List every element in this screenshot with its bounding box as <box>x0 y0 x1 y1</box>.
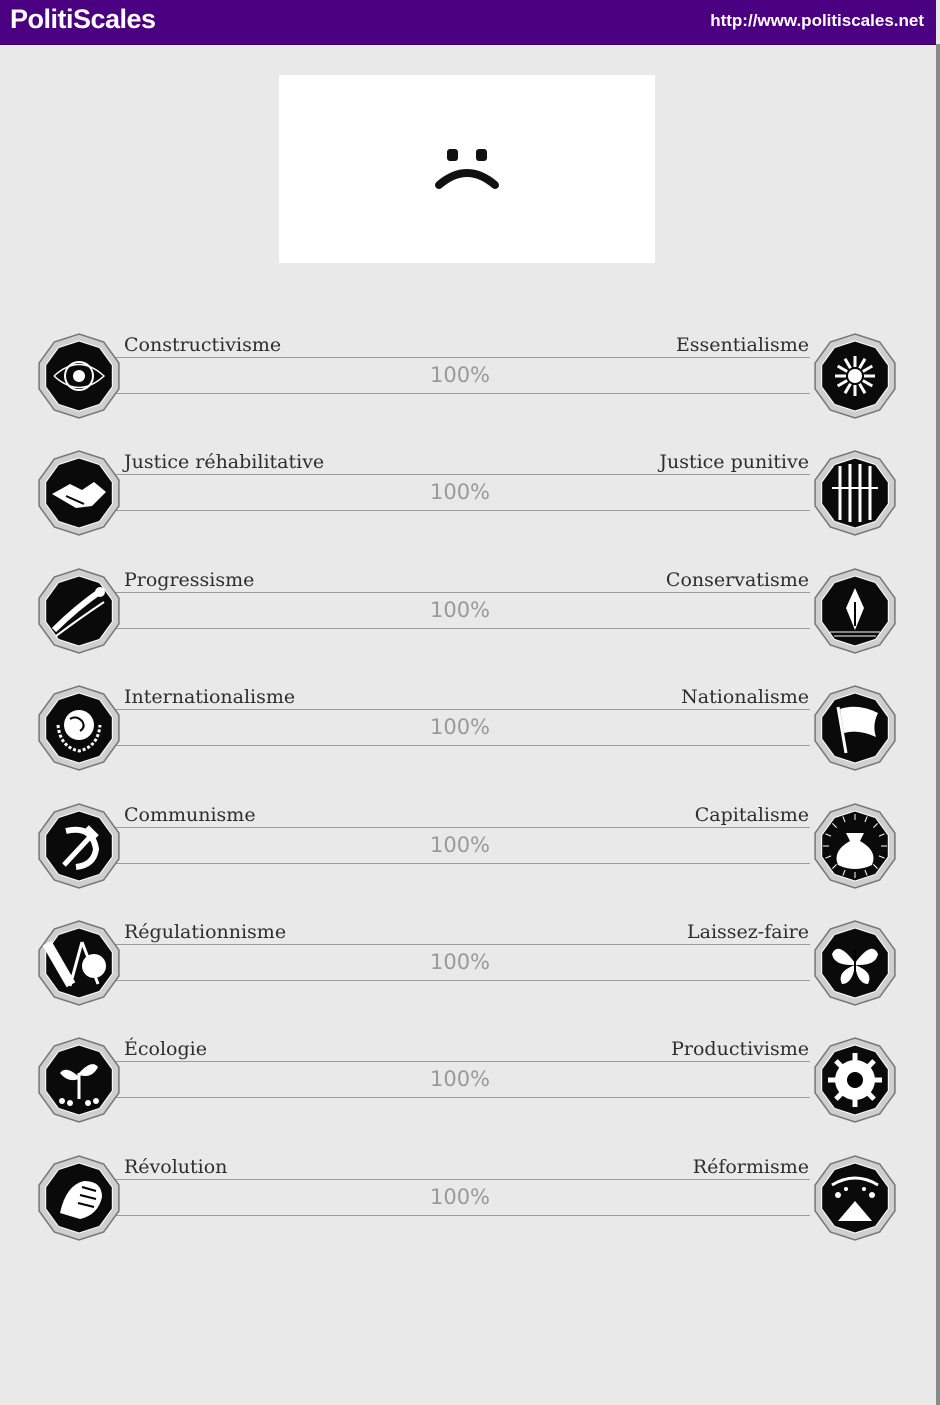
axis-right-icon <box>812 920 898 1006</box>
axis-left-icon <box>36 685 122 771</box>
axis-right-label: Justice punitive <box>659 451 809 473</box>
axis-right-icon <box>812 1155 898 1241</box>
ruler-compass-icon <box>36 920 122 1006</box>
money-bag-icon <box>812 803 898 889</box>
axis-left-label: Communisme <box>124 804 256 826</box>
axis-right-icon <box>812 685 898 771</box>
axis-bar <box>110 474 810 511</box>
axis-left-label: Régulationnisme <box>124 921 287 943</box>
axis-left-icon <box>36 568 122 654</box>
axis-percentage: 100% <box>429 833 491 857</box>
fist-icon <box>36 1155 122 1241</box>
axis-percentage: 100% <box>429 715 491 739</box>
axis-left-label: Constructivisme <box>124 334 282 356</box>
gear-factory-icon <box>812 1037 898 1123</box>
axis-bar <box>110 1061 810 1098</box>
flower-icon <box>812 333 898 419</box>
scrollbar[interactable] <box>936 44 940 1405</box>
axis-row <box>0 570 936 670</box>
axis-left-label: Progressisme <box>124 569 255 591</box>
butterfly-icon <box>812 920 898 1006</box>
axis-right-label: Essentialisme <box>675 334 809 356</box>
axis-right-label: Conservatisme <box>665 569 809 591</box>
prison-bars-icon <box>812 450 898 536</box>
axis-left-icon <box>36 1037 122 1123</box>
axis-row <box>0 1157 936 1257</box>
fountain-pen-icon <box>812 568 898 654</box>
brand-logo[interactable]: PolitiScales <box>10 4 156 34</box>
sprout-icon <box>36 1037 122 1123</box>
eye-icon <box>36 333 122 419</box>
site-url-link[interactable]: http://www.politiscales.net <box>710 11 924 30</box>
globe-wreath-icon <box>36 685 122 771</box>
axis-bar <box>110 827 810 864</box>
axis-left-label: Écologie <box>124 1038 207 1060</box>
axis-left-icon <box>36 920 122 1006</box>
axis-bar <box>110 709 810 746</box>
axis-percentage: 100% <box>429 480 491 504</box>
handshake-icon <box>36 450 122 536</box>
axis-row <box>0 452 936 552</box>
axis-right-icon <box>812 568 898 654</box>
axis-right-icon <box>812 1037 898 1123</box>
axis-bar <box>110 357 810 394</box>
axis-right-label: Nationalisme <box>681 686 809 708</box>
axis-bar <box>110 1179 810 1216</box>
axis-left-icon <box>36 803 122 889</box>
sad-face-icon <box>279 75 655 263</box>
axis-right-label: Capitalisme <box>694 804 809 826</box>
axis-right-label: Laissez-faire <box>687 921 809 943</box>
axis-right-label: Réformisme <box>692 1156 809 1178</box>
axis-right-icon <box>812 803 898 889</box>
axis-left-label: Révolution <box>124 1156 228 1178</box>
axis-row <box>0 687 936 787</box>
axis-percentage: 100% <box>429 1185 491 1209</box>
app-header <box>0 0 936 45</box>
axis-percentage: 100% <box>429 950 491 974</box>
axis-percentage: 100% <box>429 1067 491 1091</box>
axis-bar <box>110 592 810 629</box>
axis-left-icon <box>36 1155 122 1241</box>
hammer-sickle-icon <box>36 803 122 889</box>
axis-right-icon <box>812 333 898 419</box>
axis-percentage: 100% <box>429 598 491 622</box>
result-image <box>279 75 655 263</box>
axis-left-icon <box>36 450 122 536</box>
axis-row <box>0 922 936 1022</box>
axis-right-icon <box>812 450 898 536</box>
axis-left-label: Justice réhabilitative <box>124 451 325 473</box>
flag-icon <box>812 685 898 771</box>
axis-row <box>0 805 936 905</box>
axis-left-label: Internationalisme <box>124 686 296 708</box>
axis-left-icon <box>36 333 122 419</box>
axis-percentage: 100% <box>429 363 491 387</box>
axis-row <box>0 1039 936 1139</box>
comet-icon <box>36 568 122 654</box>
pyramid-icon <box>812 1155 898 1241</box>
axis-right-label: Productivisme <box>671 1038 809 1060</box>
axis-bar <box>110 944 810 981</box>
axis-row <box>0 335 936 435</box>
